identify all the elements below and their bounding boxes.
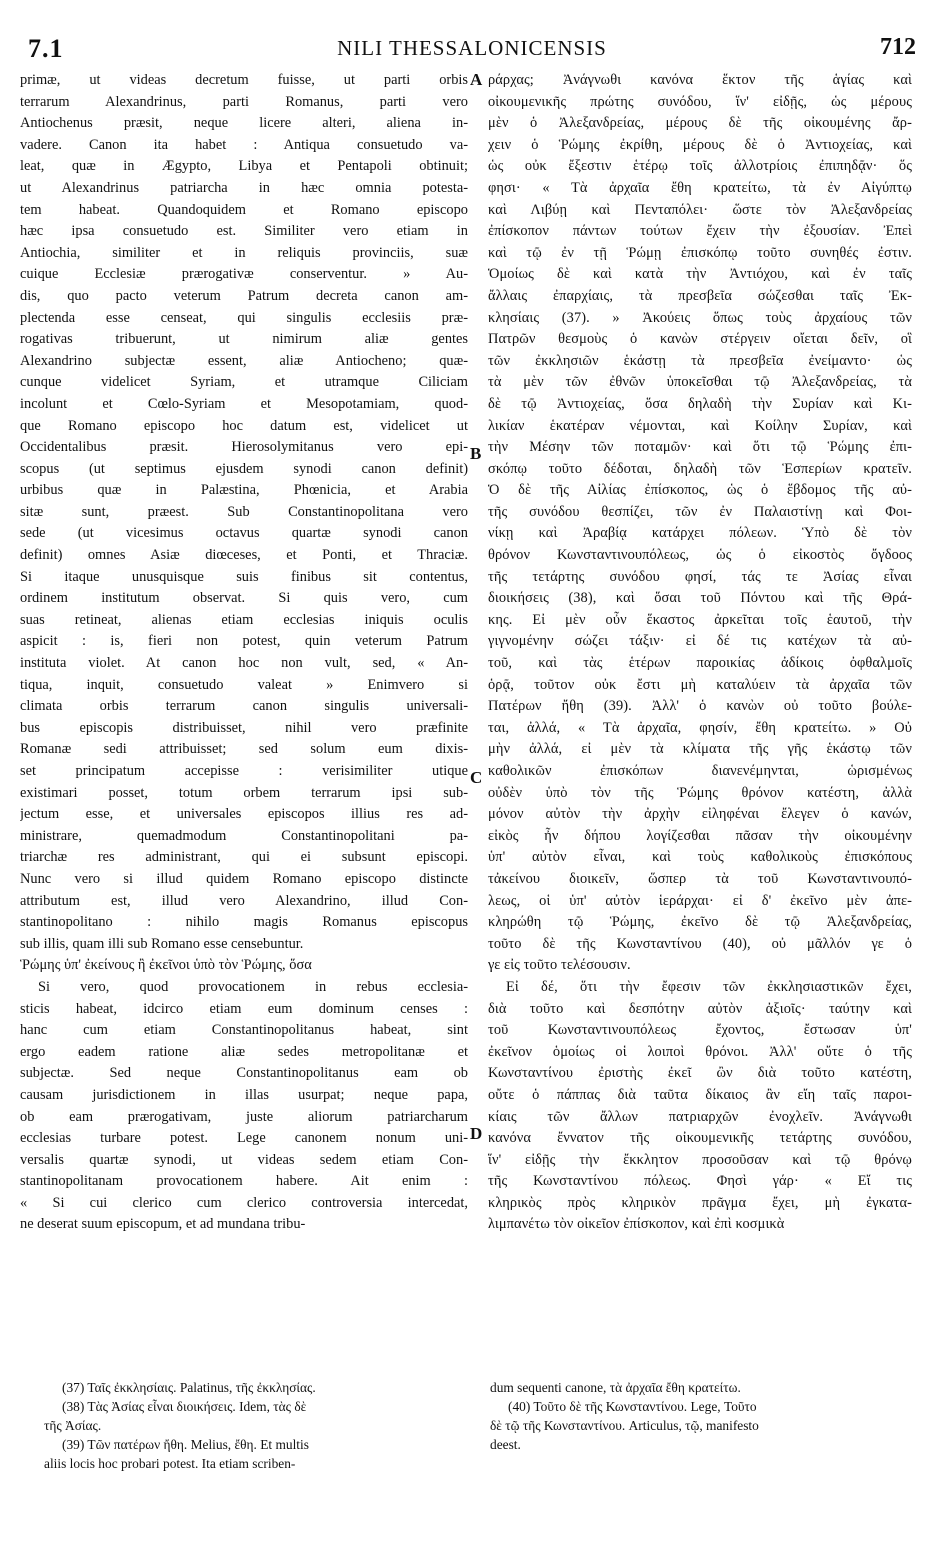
latin-text-line: Antiochia, similiter et in reliquis provinciis, suæ [20,244,468,261]
latin-text-line: hanc cum etiam Constantinopolitanus habeat, sint [20,1022,468,1039]
greek-text-line: τῆς τετάρτης συνόδου φησί, τάς τε Ἀσίας εἶναι [488,568,912,585]
latin-text-line: ecclesias turbare potest. Lege canonem nonum uni- [20,1130,468,1147]
greek-text-line: Πατρῶν θεσμοὺς ὁ κανὼν στέργειν οἴεται δεῖν, οἳ [488,331,912,348]
latin-text-line: terrarum Alexandrinus, parti Romanus, parti vero [20,93,468,110]
greek-text-line: νίκῃ καὶ Ἀραβίᾳ κατάρχει πόλεων. Ὑπὸ δὲ τὸν [488,525,912,542]
header-title: NILI THESSALONICENSIS [337,36,607,60]
greek-text-line: ἄλλαις ἐπαρχίαις, τὰ πρεσβεῖα σώζεσθαι ταῖς Ἐκ- [488,287,912,304]
latin-text-line: Occidentalibus præsit. Hierosolymitanus vero epi- [20,439,468,456]
latin-text-line: instituta violet. At canon hoc non vult, sed, « An- [20,655,468,672]
latin-text-line: rogativas tribuerunt, ut nimirum aliæ gentes [20,331,468,348]
latin-text-line: urbibus quæ in Palæstina, Phœnicia, et Arabia [20,482,468,499]
greek-text-line: ὑπ' αὐτὸν εἶναι, καὶ τοὺς καθολικοὺς ἐπισκόπους [488,849,912,866]
latin-text-line: subjectæ. Sed neque Constantinopolitanus eam ob [20,1065,468,1082]
latin-text-line: versalis quartæ synodi, ut videas sedem etiam Con- [20,1151,468,1168]
latin-text-line: scopus (ut septimus ejusdem synodi canon definit) [20,460,468,477]
greek-text-line: τοῦτο δὲ τῆς Κωνσταντίνου (40), οὐ μᾶλλόν γε ὁ [488,935,912,952]
greek-text-line: τὴν Μέσην τῶν ποταμῶν· καὶ ὅτι τῷ Ῥώμης ἐπι- [488,439,912,456]
greek-text-line: φησι· « Τὰ ἀρχαῖα ἔθη κρατείτω, τὰ ἐν Αἰγύπτῳ [488,179,912,196]
latin-text-line: plectenda esse censeat, qui singulis ecclesiis præ- [20,309,468,326]
latin-text-line: tiqua, inquit, consuetudo valeat » Enimvero si [20,676,468,693]
greek-text-line: καθολικῶν ἐπισκόπων διανενέμηνται, ὡρισμένως [488,763,912,779]
greek-text-line: κανόνα ἔννατον τῆς οἰκουμενικῆς τετάρτης συνόδου, [488,1130,912,1147]
footnotes-right [490,1378,908,1454]
latin-text-line: que Romano episcopo hoc datum est, videlicet ut [20,417,468,434]
latin-text-line: ministrare, quemadmodum Constantinopolitani pa- [20,827,468,844]
margin-letter-b: B [470,444,482,463]
greek-text-line: Εἰ δέ, ὅτι τὴν ἔφεσιν τῶν ἐκκλησιαστικῶν ἔχει, [506,978,912,995]
latin-text-line: ut Alexandrinus patriarcha in hæc omnia potesta- [20,179,468,196]
greek-text-line: θρόνον Κωνσταντινουπόλεως, ὡς ὁ εἰκοστὸς ὄγδοος [488,547,912,564]
latin-text-line: suas retineat, alienas etiam ecclesias iniquis oculis [20,611,468,628]
latin-text-line: stantinopolitano : nihilo magis Romanus episcopus [20,914,468,931]
latin-text-line: dis, quo pacto veterum Patrum decreta canon am- [20,287,468,304]
latin-text-line: ergo eadem ratione aliæ sedes metropolitanæ et [20,1043,468,1060]
greek-text-line: κληρώθη τῷ Ῥώμης, ἐκεῖνο δὲ τῷ Ἀλεξανδρείας, [488,914,912,931]
header-section-number: 7.1 [28,34,64,63]
latin-text-line: climata orbis terrarum canon singulis universali- [20,698,468,715]
greek-text-line: κης. Εἰ μὲν οὖν ἕκαστος ἀρκεῖται τοῖς ἑαυτοῦ, τὴν [488,611,912,628]
greek-text-line: τῆς συνόδου θεσπίζει, τῶν ἐν Παλαιστίνῃ καὶ Φοι- [488,503,912,520]
greek-text-line: σκόπῳ τοῦτο δέδοται, δηλαδὴ τῶν Ἑσπερίων κρατεῖν. [488,460,912,477]
greek-column [488,70,912,1236]
footnote-line: dum sequenti canone, τὰ ἀρχαῖα ἔθη κρατείτω. [490,1380,741,1395]
latin-text-line: ob eam prærogativam, juste aliorum patriarcharum [20,1108,468,1125]
latin-text-line: sub illis, quam illi sub Romano esse censebuntur. [20,935,304,952]
greek-text-line: τῶν ἐκκλησιῶν ἑκάστῃ τὰ πρεσβεῖα ἐνείμαντο· ὡς [488,352,912,369]
footnote-line: δὲ τῷ τῆς Κωνσταντίνου. Articulus, τῷ, manifesto [490,1418,759,1433]
page-number: 712 [880,34,916,60]
latin-text-line: Antiochenus præsit, neque licere alteri, aliena in- [20,115,468,132]
greek-text-line: οἰκουμενικῆς πρώτης συνόδου, ἵν' εἰδῇς, ὡς μέρους [488,93,912,110]
greek-text-line: ὁρᾷ, τοῦτον οὐκ ἔστι μὴ καταλύειν τὰ ἀρχαῖα τῶν [488,676,912,693]
footnote-line: (38) Τὰς Ἀσίας εἶναι διοικήσεις. Idem, τὰς δὲ [62,1399,307,1414]
latin-text-line: Si vero, quod provocationem in rebus ecclesia- [38,978,468,995]
greek-text-line: ται, ἀλλά, « Τὰ ἀρχαῖα, φησίν, ἔθη κρατείτω. » Οὐ [488,719,912,736]
greek-text-line: εἰκὸς ἦν δήπου λογίζεσθαι πᾶσαν τὴν οἰκουμένην [488,827,912,844]
greek-text-line: κίαις τῶν ἄλλων πατριαρχῶν ἐνοχλεῖν. Ἀνάγνωθι [488,1108,912,1125]
greek-text-line: τῆς Κωνσταντίνου πόλεως. Φησὶ γάρ· « Εἴ τις [488,1173,912,1190]
greek-text-line: ἐπίσκοπον πάντων τούτων ἔχειν τὴν ἐξουσίαν. Ἐπεὶ [488,223,912,240]
footnote-line: aliis locis hoc probari potest. Ita etiam scriben- [44,1456,296,1471]
latin-text-line: hæc ipsa consuetudo est. Similiter vero etiam in [20,223,468,240]
greek-text-line: λιμπανέτω τὸν οἰκεῖον ἐπίσκοπον, καὶ ἐπὶ κοσμικὰ [488,1216,785,1233]
greek-text-line: ἵν' εἰδῇς τὴν ἔκκλητον προσοῦσαν καὶ τῷ θρόνῳ [488,1151,912,1168]
latin-text-line: Romanæ sedi attribuisset; sed solum eum dixis- [20,741,468,758]
latin-column [20,70,468,1236]
greek-text-line: τὰ μὲν τῶν ἐθνῶν ὑποκεῖσθαι τῷ Ἀλεξανδρείας, τὰ [488,374,912,391]
latin-text-line: incolunt et Cœlo-Syriam et Mesopotamiam, quod- [20,395,468,412]
greek-text-line: δὲ τῷ Ἀντιοχείας, ὅσα δηλαδὴ τὴν Συρίαν καὶ Κι- [488,395,912,412]
greek-text-line: ράρχας; Ἀνάγνωθι κανόνα ἕκτον τῆς ἁγίας καὶ [488,72,912,88]
greek-text-line: γε εἰς τοῦτο τελέσουσιν. [488,957,631,974]
latin-text-line: cunque videlicet Syriam, et utramque Ciliciam [20,374,468,391]
latin-text-line: triarchæ res administrant, qui ei subsunt episcopi. [20,849,468,866]
footnote-line: (39) Τῶν πατέρων ἤθη. Melius, ἔθη. Et multis [62,1437,309,1452]
latin-text-line: jectum esse, et universales episcopos illius res ad- [20,806,468,823]
latin-text-line: Si itaque unusquisque suis finibus sit contentus, [20,568,468,585]
footnote-line: deest. [490,1437,521,1452]
latin-text-line: primæ, ut videas decretum fuisse, ut parti orbis [20,72,468,88]
greek-text-line: μὲν ὁ Ἀλεξανδρείας, μέρους δὲ τῆς οἰκουμένης ἄρ- [488,115,912,132]
latin-text-line: sitæ sunt, præest. Sub Constantinopolitana vero [20,503,468,520]
greek-text-line: Ὁμοίως δὲ καὶ κατὰ τὴν Ἀντιόχου, καὶ ἐν ταῖς [488,266,912,283]
greek-text-line: καὶ Λιβύῃ καὶ Πενταπόλει· ὥστε τὸν Ἀλεξανδρείας [488,201,912,218]
greek-text-line: ἐκεῖνον ὁμοίως οἱ λοιποὶ θρόνοι. Ἀλλ' οὔτε ὁ τῆς [488,1043,912,1060]
greek-text-line: κληρικὸς πρὸς κληρικὸν πρᾶγμα ἔχει, μὴ ἐγκατα- [488,1194,912,1211]
latin-text-line: aspicit : is, fieri non potest, quin veterum Patrum [20,633,468,650]
latin-text-line: Alexandrino subjectæ essent, aliæ Antiocheno; quæ- [20,352,468,369]
margin-letter-d: D [470,1124,483,1143]
latin-text-line: tem habeat. Quandoquidem et Romano episcopo [20,201,468,218]
latin-text-line: Nunc vero si illud quidem Romano episcopo distincte [20,870,468,887]
margin-letter-a: A [470,70,483,89]
latin-text-line: leat, quæ in Ægypto, Libya et Pentapoli obtinuit; [20,158,468,175]
latin-text-line: set principatum accepisse : verisimiliter utique [20,763,468,779]
greek-text-line: διὰ τοῦτο καὶ δεσπότην αὐτὸν ἀξιοῖς· ταύτην καὶ [488,1000,912,1017]
greek-text-line: Ὁ δὲ τῆς Αἰλίας ἐπίσκοπος, ὡς ὁ ἕβδομος τῆς αὐ- [488,482,912,499]
greek-text-line: κλησίαις (37). » Ἀκούεις ὅπως τοὺς ἀρχαίους τῶν [488,309,912,326]
margin-letter-c: C [470,768,483,787]
latin-text-line: vadere. Canon ita habet : Antiqua consuetudo va- [20,136,468,153]
greek-text-line: τοῦ, καὶ τὰς ἑτέρων παροικίας ἀδίκοις ὀφθαλμοῖς [488,655,912,672]
footnotes-left [44,1378,468,1473]
greek-text-line: διοικήσεις (38), καὶ ὅσαι τοῦ Πόντου καὶ τῆς Θρά- [488,590,912,607]
latin-text-line: sede (ut vicesimus octavus quartæ synodi canon [20,525,468,542]
latin-text-line: Ῥώμης ὑπ' ἐκείνους ἢ ἐκεῖνοι ὑπὸ τὸν Ῥώμης, ὅσα [20,957,312,974]
latin-text-line: ordinem institutum observat. Si quis vero, cum [20,590,468,607]
latin-text-line: cuique Ecclesiæ prærogativæ conserventur. » Au- [20,266,468,283]
footnote-line: τῆς Ἀσίας. [44,1418,102,1433]
greek-text-line: λικίαν ἑκατέραν νέμονται, καὶ Κοίλην Συρίαν, καὶ [488,417,912,434]
greek-text-line: Κωνσταντίνου ἐριστὴς ἐκεῖ ὢν διὰ τοῦτο κατέστη, [488,1065,912,1082]
greek-text-line: τοῦ Κωνσταντινουπόλεως ἔχοντος, ἔστωσαν ὑπ' [488,1022,912,1039]
latin-text-line: existimari posset, totum orbem terrarum ipsi sub- [20,784,468,801]
latin-text-line: ne deserat suum episcopum, et ad mundana tribu- [20,1216,306,1233]
greek-text-line: γιγνομένην σώζει τάξιν· εἰ δέ τις κατέχων τὰ αὐ- [488,633,912,650]
greek-text-line: καὶ τῷ ἐν τῇ Ῥώμῃ ἐπισκόπῳ τοῦτο συνηθές ἐστιν. [488,244,912,261]
latin-text-line: sticis habeat, idcirco etiam eum dominum censes : [20,1000,468,1017]
greek-text-line: οὔτε ὁ πάππας διὰ ταῦτα δίκαιος ἂν εἴη ταῖς παροι- [488,1086,912,1103]
greek-text-line: τἀκείνου διοικεῖν, ὥσπερ τὰ τοῦ Κωνσταντινουπό- [488,870,912,887]
latin-text-line: definit) omnes Asiæ diœceses, et Ponti, et Thraciæ. [20,547,468,564]
latin-text-line: « Si cui clerico cum clerico controversia intercedat, [20,1194,468,1211]
greek-text-line: χειν ὁ Ῥώμης ἐκρίθη, μέρους δὲ ὁ Ἀντιοχείας, καὶ [488,136,912,153]
footnote-line: (37) Ταῖς ἐκκλησίαις. Palatinus, τῆς ἐκκλησίας. [62,1380,316,1395]
greek-text-line: οὐδὲν ὑπὸ τὸν τῆς Ῥώμης θρόνον κατέστη, ἀλλὰ [488,784,912,801]
greek-text-line: Πατέρων ἤθη (39). Ἀλλ' ὁ κανὼν οὐ τοῦτο βούλε- [488,698,912,715]
latin-text-line: bus episcopis distribuisset, nihil vero præfinite [20,719,468,736]
latin-text-line: stantinopolitanam provocationem habere. Ait enim : [20,1173,468,1190]
latin-text-line: attributum est, illud vero Alexandrino, illud Con- [20,892,468,909]
greek-text-line: ὡς οὐκ ἔξεστιν ἑτέρῳ τοῖς ἀλλοτρίοις ἐπιπηδᾷν· ὅς [488,158,912,175]
greek-text-line: μὴν ἀλλά, εἰ μὲν τὰ κλίματα τῆς γῆς ἑκάστῳ τῶν [488,741,912,758]
latin-text-line: causam jurisdictionem in illas usurpat; neque papa, [20,1086,468,1103]
running-header [28,34,916,64]
greek-text-line: μόνον αὐτὸν τὴν ἀρχὴν εἰληφέναι ἔλεγεν ὁ κανών, [488,806,912,823]
footnote-line: (40) Τοῦτο δὲ τῆς Κωνσταντίνου. Lege, Τοῦτο [508,1399,757,1414]
greek-text-line: λεως, οἱ ὑπ' αὐτὸν ἱεράρχαι· εἰ δ' ἐκεῖνο μὲν ἀπε- [488,892,912,909]
